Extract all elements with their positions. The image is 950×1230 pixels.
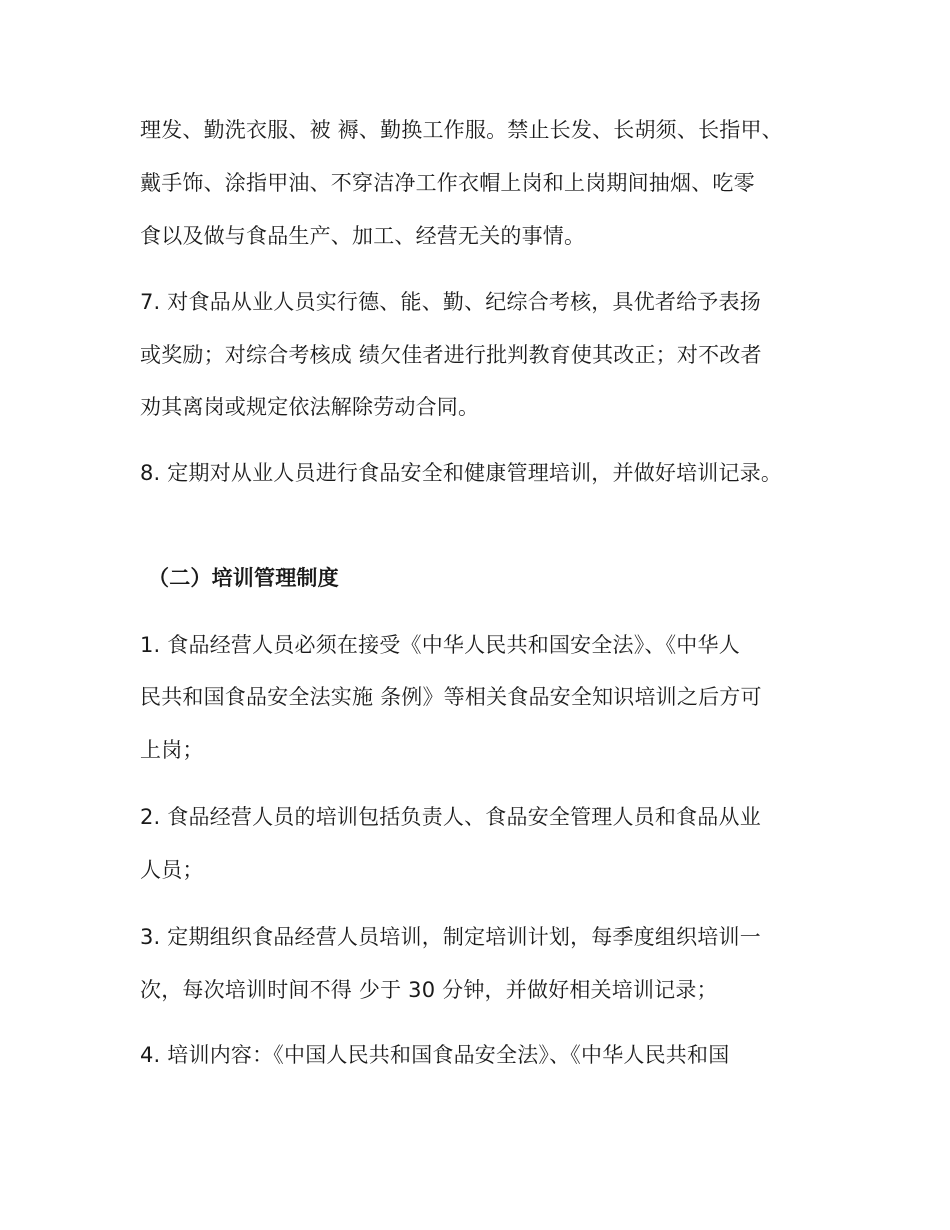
paragraph-line: 戴手饰、涂指甲油、不穿洁净工作衣帽上岗和上岗期间抽烟、吃零 — [140, 171, 755, 195]
paragraph-line: 理发、勤洗衣服、被 褥、勤换工作服。禁止长发、长胡须、长指甲、 — [140, 118, 783, 142]
list-item-7-line: 7. 对食品从业人员实行德、能、勤、纪综合考核，具优者给予表扬 — [140, 290, 761, 314]
paragraph-line: 食以及做与食品生产、加工、经营无关的事情。 — [140, 224, 586, 248]
list-item-3-line: 3. 定期组织食品经营人员培训，制定培训计划，每季度组织培训一 — [140, 925, 761, 949]
list-item-3-line: 次，每次培训时间不得 少于 30 分钟，并做好相关培训记录； — [140, 978, 718, 1002]
list-item-1-line: 上岗； — [140, 738, 204, 762]
list-item-4-line: 4. 培训内容：《中国人民共和国食品安全法》、《中华人民共和国 — [140, 1043, 730, 1067]
list-item-1-line: 1. 食品经营人员必须在接受《中华人民共和国安全法》、《中华人 — [140, 633, 740, 657]
list-item-7-line: 或奖励；对综合考核成 绩欠佳者进行批判教育使其改正；对不改者 — [140, 343, 762, 367]
list-item-8-line: 8. 定期对从业人员进行食品安全和健康管理培训，并做好培训记录。 — [140, 461, 783, 485]
list-item-2-line: 2. 食品经营人员的培训包括负责人、食品安全管理人员和食品从业 — [140, 805, 761, 829]
list-item-2-line: 人员； — [140, 858, 204, 882]
list-item-1-line: 民共和国食品安全法实施 条例》等相关食品安全知识培训之后方可 — [140, 685, 762, 709]
section-heading: （二）培训管理制度 — [148, 566, 339, 590]
list-item-7-line: 劝其离岗或规定依法解除劳动合同。 — [140, 395, 480, 419]
